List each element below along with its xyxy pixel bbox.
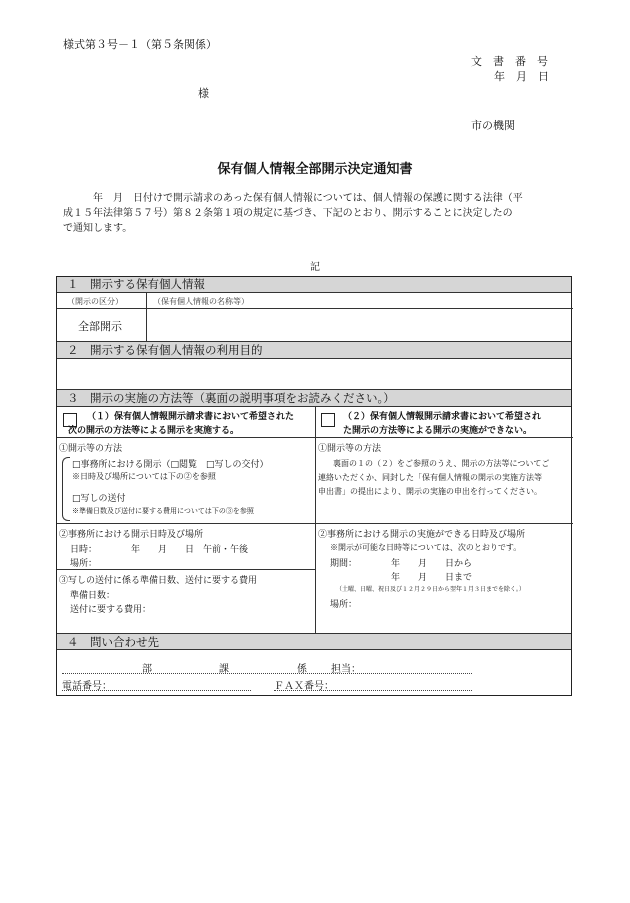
option-2-checkbox[interactable] bbox=[321, 412, 335, 431]
left-place-label[interactable]: 場所： bbox=[70, 559, 98, 569]
right-method-text-2: 連絡いただくか、同封した「保有個人情報の開示の実施方法等 bbox=[318, 473, 542, 482]
section-4-heading: ４ 問い合わせ先 bbox=[57, 633, 571, 650]
prep-days-label[interactable]: 準備日数： bbox=[70, 591, 116, 601]
document-title: 保有個人情報全部開示決定通知書 bbox=[217, 162, 413, 177]
right-office-note: ※開示が可能な日時等については、次のとおりです。 bbox=[330, 543, 522, 552]
right-method-title: ①開示等の方法 bbox=[318, 444, 382, 454]
method-office-disclosure[interactable]: □事務所における開示（□閲覧 □写しの交付） bbox=[72, 460, 269, 470]
period-note: （土曜、日曜、祝日及び１２月２９日から翌年１月３日までを除く。） bbox=[336, 586, 525, 593]
option-1-line-2: 次の開示の方法等による開示を実施する。 bbox=[68, 426, 240, 436]
option-2-line-1: （２）保有個人情報開示請求書において希望され bbox=[343, 412, 542, 422]
period-to[interactable]: 年 月 日まで bbox=[391, 573, 473, 583]
contact-unit: 係 bbox=[297, 664, 307, 675]
full-disclosure-value: 全部開示 bbox=[78, 320, 122, 333]
column-info-name: （保有個人情報の名称等） bbox=[153, 297, 249, 306]
body-line-2: 成１５年法律第５７号）第８２条第１項の規定に基づき、下記のとおり、開示することに決定したの bbox=[63, 208, 513, 219]
right-method-text-1: 裏面の１の（２）をご参照のうえ、開示の方法等についてご bbox=[333, 459, 550, 468]
contact-fax[interactable]: ＦＡＸ番号： bbox=[274, 681, 334, 692]
option-1-line-1: （１）保有個人情報開示請求書において希望された bbox=[87, 412, 295, 422]
notice-table bbox=[56, 276, 572, 696]
right-office-title: ②事務所における開示の実施ができる日時及び場所 bbox=[318, 530, 526, 540]
agency: 市の機関 bbox=[471, 119, 515, 132]
datetime-label: 日時： bbox=[70, 545, 98, 555]
method-mail-note: ※準備日数及び送付に要する費用については下の③を参照 bbox=[72, 507, 254, 515]
document-number: 文 書 番 号 bbox=[471, 55, 548, 68]
form-id: 様式第３号－１（第５条関係） bbox=[63, 38, 217, 51]
bracket bbox=[62, 457, 70, 521]
left-method-title: ①開示等の方法 bbox=[59, 444, 123, 454]
method-mail-copy[interactable]: □写しの送付 bbox=[72, 494, 126, 504]
period-from[interactable]: 年 月 日から bbox=[391, 559, 473, 569]
contact-line bbox=[62, 661, 472, 674]
section-3-heading: ３ 開示の実施の方法等（裏面の説明事項をお読みください。） bbox=[57, 389, 571, 407]
option-2-line-2: た開示の方法等による開示の実施ができない。 bbox=[343, 426, 533, 436]
shipping-cost-label[interactable]: 送付に要する費用： bbox=[70, 605, 152, 615]
contact-section: 課 bbox=[219, 664, 229, 675]
body-line-3: で通知します。 bbox=[63, 223, 133, 234]
method-office-note: ※日時及び場所については下の②を参照 bbox=[72, 472, 216, 481]
contact-phone[interactable]: 電話番号： bbox=[62, 681, 112, 692]
column-disclosure-type: （開示の区分） bbox=[67, 297, 123, 306]
contact-person[interactable]: 担当： bbox=[331, 664, 361, 675]
right-method-text-3: 申出書」の提出により、開示の実施の申出を行ってください。 bbox=[318, 487, 542, 496]
ki-label: 記 bbox=[310, 262, 320, 273]
section-2-heading: ２ 開示する保有個人情報の利用目的 bbox=[57, 341, 571, 359]
datetime-value[interactable]: 年 月 日 午前・午後 bbox=[131, 545, 249, 555]
left-office-title: ②事務所における開示日時及び場所 bbox=[59, 530, 204, 540]
issue-date: 年 月 日 bbox=[494, 70, 549, 83]
section-1-heading: １ 開示する保有個人情報 bbox=[57, 277, 571, 293]
period-label: 期間： bbox=[330, 559, 358, 569]
right-place-label[interactable]: 場所： bbox=[330, 600, 358, 610]
mail-cost-title: ③写しの送付に係る準備日数、送付に要する費用 bbox=[59, 576, 258, 586]
body-line-1: 年 月 日付けで開示請求のあった保有個人情報については、個人情報の保護に関する法律（平 bbox=[93, 193, 523, 204]
contact-dept: 部 bbox=[142, 664, 152, 675]
addressee: 様 bbox=[198, 87, 209, 100]
